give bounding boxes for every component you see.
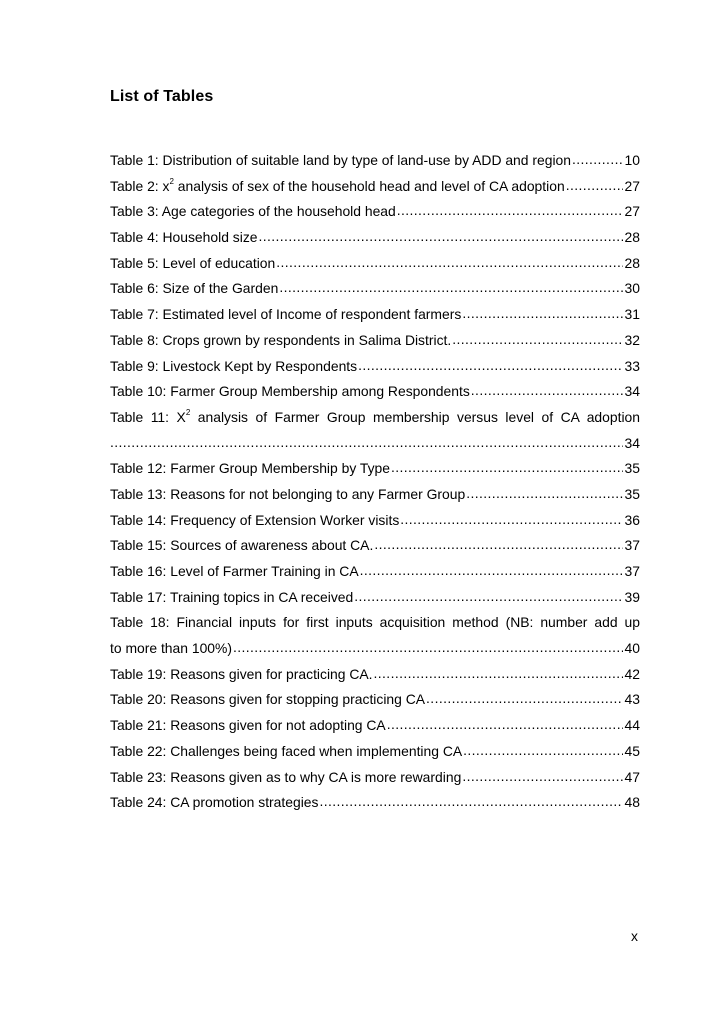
entry-label xyxy=(110,302,461,328)
entry-page: 37 xyxy=(624,537,640,554)
entry-page: 44 xyxy=(624,717,640,734)
superscript: 2 xyxy=(185,408,191,418)
entry-title: Table 3: Age categories of the household head xyxy=(110,203,396,220)
entry-title: Table 19: Reasons given for practicing CA. xyxy=(110,665,373,682)
entry-label xyxy=(110,508,399,534)
toc-entry[interactable] xyxy=(110,713,640,739)
entry-page: 42 xyxy=(624,665,640,682)
dot-leader xyxy=(259,224,623,250)
toc-entry[interactable] xyxy=(110,148,640,174)
entry-title: Table 14: Frequency of Extension Worker visits xyxy=(110,511,400,528)
toc-entry[interactable] xyxy=(110,662,640,688)
dot-leader xyxy=(397,198,623,224)
entry-page: 28 xyxy=(624,254,640,271)
entry-label xyxy=(110,482,465,508)
entry-label xyxy=(110,405,640,431)
entry-label xyxy=(110,276,278,302)
dot-leader xyxy=(452,327,622,353)
entry-label xyxy=(110,585,353,611)
dot-leader xyxy=(374,661,623,687)
dot-leader xyxy=(354,584,622,610)
entry-page: 30 xyxy=(624,280,640,297)
toc-entry[interactable] xyxy=(110,251,640,277)
toc-entry[interactable] xyxy=(110,354,640,380)
entry-label xyxy=(110,739,462,765)
entry-title: Table 24: CA promotion strategies xyxy=(110,794,319,811)
toc-entry[interactable] xyxy=(110,302,640,328)
entry-page: 48 xyxy=(624,794,640,811)
toc-entry[interactable] xyxy=(110,174,640,200)
superscript: 2 xyxy=(169,177,174,187)
dot-leader xyxy=(462,301,622,327)
entry-title: Table 7: Estimated level of Income of respondent farmers xyxy=(110,306,462,323)
entry-label xyxy=(110,713,386,739)
toc-entry[interactable] xyxy=(110,379,640,405)
entry-title: Table 13: Reasons for not belonging to any Farmer Group xyxy=(110,485,466,502)
entry-label xyxy=(110,662,373,688)
entry-label xyxy=(110,174,565,200)
entry-label xyxy=(110,559,359,585)
toc-entry[interactable] xyxy=(110,225,640,251)
entry-page: 35 xyxy=(624,485,640,502)
toc-entry[interactable] xyxy=(110,559,640,585)
page-title: List of Tables xyxy=(110,88,214,105)
dot-leader xyxy=(463,738,622,764)
dot-leader xyxy=(400,507,622,533)
entry-title: Table 15: Sources of awareness about CA. xyxy=(110,537,374,554)
dot-leader xyxy=(462,764,622,790)
dot-leader xyxy=(319,789,622,815)
entry-label xyxy=(110,533,373,559)
toc-entry-continuation[interactable] xyxy=(110,636,640,662)
dot-leader xyxy=(572,147,623,173)
list-of-tables xyxy=(110,148,640,816)
entry-title: Table 17: Training topics in CA received xyxy=(110,588,354,605)
dot-leader xyxy=(426,686,623,712)
toc-entry[interactable] xyxy=(110,610,640,636)
dot-leader xyxy=(471,378,623,404)
dot-leader xyxy=(110,430,623,456)
dot-leader xyxy=(233,635,623,661)
dot-leader xyxy=(276,250,622,276)
toc-entry[interactable] xyxy=(110,508,640,534)
entry-title: Table 2: x xyxy=(110,177,170,194)
toc-entry[interactable] xyxy=(110,276,640,302)
entry-title: Table 4: Household size xyxy=(110,229,258,246)
toc-entry[interactable] xyxy=(110,456,640,482)
dot-leader xyxy=(374,532,622,558)
entry-title-cont: to more than 100%) xyxy=(110,640,232,657)
entry-label xyxy=(110,790,318,816)
toc-entry[interactable] xyxy=(110,328,640,354)
entry-title: Table 6: Size of the Garden xyxy=(110,280,279,297)
entry-title: Table 18: Financial inputs for first inputs acquisition method (NB: number add up xyxy=(110,614,640,631)
entry-page: 31 xyxy=(624,306,640,323)
toc-entry[interactable] xyxy=(110,199,640,225)
entry-title: Table 11: X xyxy=(110,408,186,425)
entry-page: 32 xyxy=(624,331,640,348)
entry-page: 40 xyxy=(624,640,640,657)
toc-entry[interactable] xyxy=(110,533,640,559)
entry-title: Table 8: Crops grown by respondents in Salima District. xyxy=(110,331,452,348)
dot-leader xyxy=(391,455,623,481)
entry-page: 27 xyxy=(624,203,640,220)
dot-leader xyxy=(358,353,622,379)
entry-page: 37 xyxy=(624,563,640,579)
entry-label xyxy=(110,610,640,636)
entry-page: 34 xyxy=(624,383,640,400)
toc-entry[interactable] xyxy=(110,790,640,816)
entry-title: Table 16: Level of Farmer Training in CA xyxy=(110,563,359,579)
dot-leader xyxy=(360,558,623,584)
dot-leader xyxy=(566,173,623,199)
entry-page: 10 xyxy=(624,152,640,168)
entry-label xyxy=(110,251,275,277)
entry-label xyxy=(110,199,396,225)
toc-entry[interactable] xyxy=(110,405,640,431)
toc-entry[interactable] xyxy=(110,739,640,765)
entry-title: Table 20: Reasons given for stopping practicing CA xyxy=(110,691,426,708)
entry-page: 47 xyxy=(624,768,640,785)
entry-label xyxy=(110,148,571,174)
entry-label xyxy=(110,687,425,713)
entry-label xyxy=(110,765,461,791)
entry-label xyxy=(110,379,470,405)
entry-page: 39 xyxy=(624,588,640,605)
toc-entry-continuation[interactable] xyxy=(110,431,640,457)
entry-page: 36 xyxy=(624,511,640,528)
entry-title: Table 23: Reasons given as to why CA is more rewarding xyxy=(110,768,462,785)
entry-label xyxy=(110,328,451,354)
page-number: x xyxy=(631,928,638,944)
toc-entry[interactable] xyxy=(110,585,640,611)
entry-title: Table 12: Farmer Group Membership by Type xyxy=(110,460,390,477)
dot-leader xyxy=(279,275,622,301)
entry-title-rest: analysis of sex of the household head and level of CA adoption xyxy=(173,177,565,194)
entry-title: Table 1: Distribution of suitable land by type of land-use by ADD and region xyxy=(110,152,571,168)
entry-page: 28 xyxy=(624,229,640,246)
entry-page: 34 xyxy=(624,434,640,451)
entry-page: 33 xyxy=(624,357,640,374)
dot-leader xyxy=(466,481,622,507)
entry-label xyxy=(110,225,258,251)
entry-title: Table 10: Farmer Group Membership among Respondents xyxy=(110,383,470,400)
entry-page: 45 xyxy=(624,742,640,759)
entry-title: Table 21: Reasons given for not adopting CA xyxy=(110,717,386,734)
dot-leader xyxy=(387,712,623,738)
entry-label xyxy=(110,456,390,482)
entry-title-rest: analysis of Farmer Group membership versus level of CA adoption xyxy=(190,408,641,425)
toc-entry[interactable] xyxy=(110,482,640,508)
entry-page: 43 xyxy=(624,691,640,708)
entry-title: Table 5: Level of education xyxy=(110,254,276,271)
entry-page: 27 xyxy=(624,177,640,194)
toc-entry[interactable] xyxy=(110,765,640,791)
entry-title: Table 9: Livestock Kept by Respondents xyxy=(110,357,358,374)
toc-entry[interactable] xyxy=(110,687,640,713)
entry-page: 35 xyxy=(624,460,640,477)
entry-title: Table 22: Challenges being faced when implementing CA xyxy=(110,742,463,759)
entry-label xyxy=(110,354,357,380)
